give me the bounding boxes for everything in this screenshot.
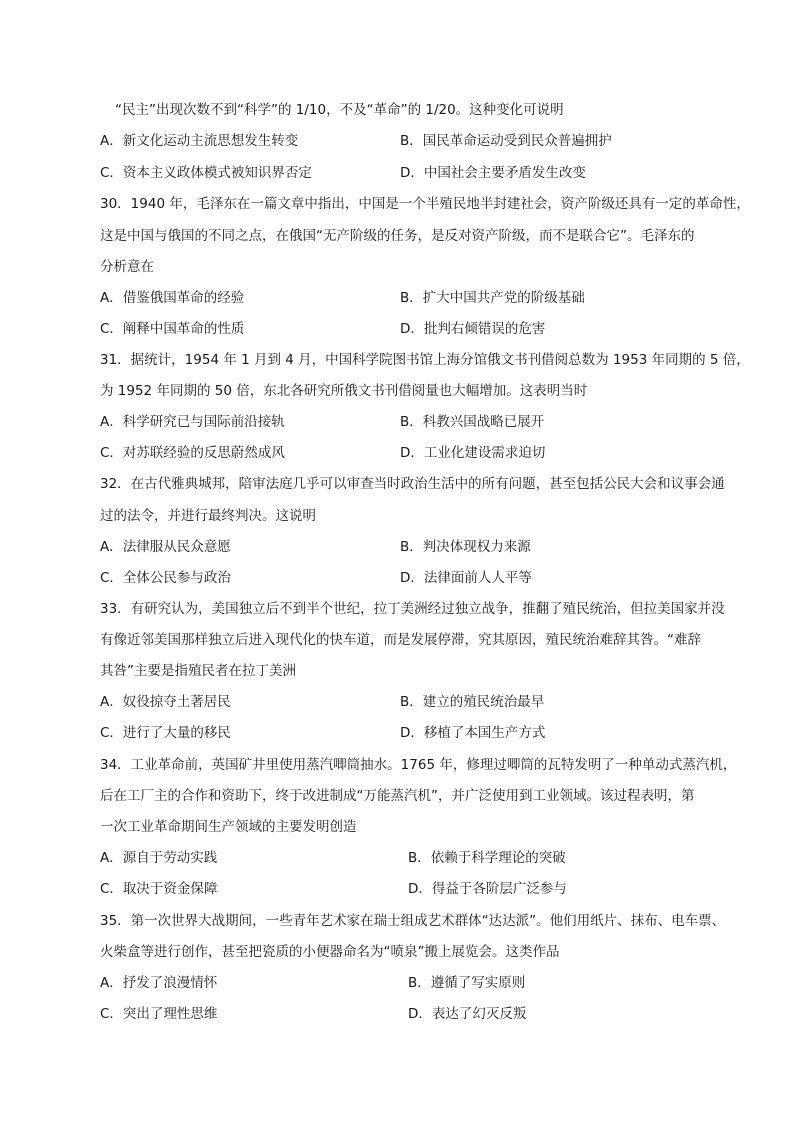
q31-option-b: B．科教兴国战略已展开 — [400, 414, 545, 430]
q30-option-b: B．扩大中国共产党的阶级基础 — [400, 290, 585, 306]
q31-stem-line: 31．据统计，1954 年 1 月到 4 月，中国科学院图书馆上海分馆俄文书刊借阅总数为 1953 年同期的 5 倍， — [100, 352, 750, 368]
q33-option-a: A．奴役掠夺土著居民 — [100, 694, 231, 710]
q31-option-d: D．工业化建设需求迫切 — [400, 445, 546, 461]
q35-option-d: D．表达了幻灭反叛 — [408, 1006, 527, 1022]
q29-option-c: C．资本主义政体模式被知识界否定 — [100, 165, 312, 181]
q33-option-c: C．进行了大量的移民 — [100, 725, 231, 741]
q29-option-b: B．国民革命运动受到民众普遍拥护 — [400, 133, 612, 149]
q32-stem-line: 32．在古代雅典城邦，陪审法庭几乎可以审查当时政治生活中的所有问题，甚至包括公民大会和议事会通 — [100, 476, 725, 492]
q33-stem-line: 有像近邻美国那样独立后进入现代化的快车道，而是发展停滞，究其原因，殖民统治难辞其咎。“难辞 — [100, 632, 701, 648]
q31-stem-line: 为 1952 年同期的 50 倍，东北各研究所俄文书刊借阅量也大幅增加。这表明当时 — [100, 383, 588, 399]
q31-option-c: C．对苏联经验的反思蔚然成风 — [100, 445, 285, 461]
q32-option-c: C．全体公民参与政治 — [100, 570, 231, 586]
q35-option-b: B．遵循了写实原则 — [408, 975, 526, 991]
q30-option-a: A．借鉴俄国革命的经验 — [100, 290, 245, 306]
q29-stem-line: “民主”出现次数不到“科学”的 1/10，不及“革命”的 1/20。这种变化可说明 — [115, 102, 564, 118]
q34-option-a: A．源自于劳动实践 — [100, 850, 218, 866]
q33-option-b: B．建立的殖民统治最早 — [400, 694, 545, 710]
q32-option-d: D．法律面前人人平等 — [400, 570, 532, 586]
q30-stem-line: 这是中国与俄国的不同之点，在俄国“无产阶级的任务，是反对资产阶级，而不是联合它”。毛泽东的 — [100, 228, 695, 244]
q33-stem-line: 33．有研究认为，美国独立后不到半个世纪，拉丁美洲经过独立战争，推翻了殖民统治，但拉美国家并没 — [100, 601, 725, 617]
q34-option-b: B．依赖于科学理论的突破 — [408, 850, 566, 866]
q30-option-d: D．批判右倾错误的危害 — [400, 321, 546, 337]
q30-stem-line: 分析意在 — [100, 259, 154, 275]
q35-stem-line: 火柴盒等进行创作，甚至把瓷质的小便器命名为“喷泉”搬上展览会。这类作品 — [100, 944, 560, 960]
q29-option-d: D．中国社会主要矛盾发生改变 — [400, 165, 586, 181]
q34-option-c: C．取决于资金保障 — [100, 881, 218, 897]
q32-option-b: B．判决体现权力来源 — [400, 539, 531, 555]
q35-option-a: A．抒发了浪漫情怀 — [100, 975, 218, 991]
q34-stem-line: 一次工业革命期间生产领域的主要发明创造 — [100, 819, 357, 835]
q33-option-d: D．移植了本国生产方式 — [400, 725, 546, 741]
q35-stem-line: 35．第一次世界大战期间，一些青年艺术家在瑞士组成艺术群体“达达派”。他们用纸片、抹布、电车票、 — [100, 913, 726, 929]
q34-stem-line: 后在工厂主的合作和资助下，终于改进制成“万能蒸汽机”，并广泛使用到工业领域。该过程表明，第 — [100, 788, 695, 804]
q31-option-a: A．科学研究已与国际前沿接轨 — [100, 414, 285, 430]
q33-stem-line: 其咎”主要是指殖民者在拉丁美洲 — [100, 663, 296, 679]
q32-option-a: A．法律服从民众意愿 — [100, 539, 231, 555]
q30-stem-line: 30．1940 年，毛泽东在一篇文章中指出，中国是一个半殖民地半封建社会，资产阶级还具有一定的革命性， — [100, 196, 750, 212]
q29-option-a: A．新文化运动主流思想发生转变 — [100, 133, 299, 149]
q30-option-c: C．阐释中国革命的性质 — [100, 321, 245, 337]
q35-option-c: C．突出了理性思维 — [100, 1006, 218, 1022]
q32-stem-line: 过的法令，并进行最终判决。这说明 — [100, 508, 316, 524]
q34-stem-line: 34．工业革命前，英国矿井里使用蒸汽唧筒抽水。1765 年，修理过唧筒的瓦特发明了一种单动式蒸汽机， — [100, 757, 737, 773]
q34-option-d: D．得益于各阶层广泛参与 — [408, 881, 567, 897]
